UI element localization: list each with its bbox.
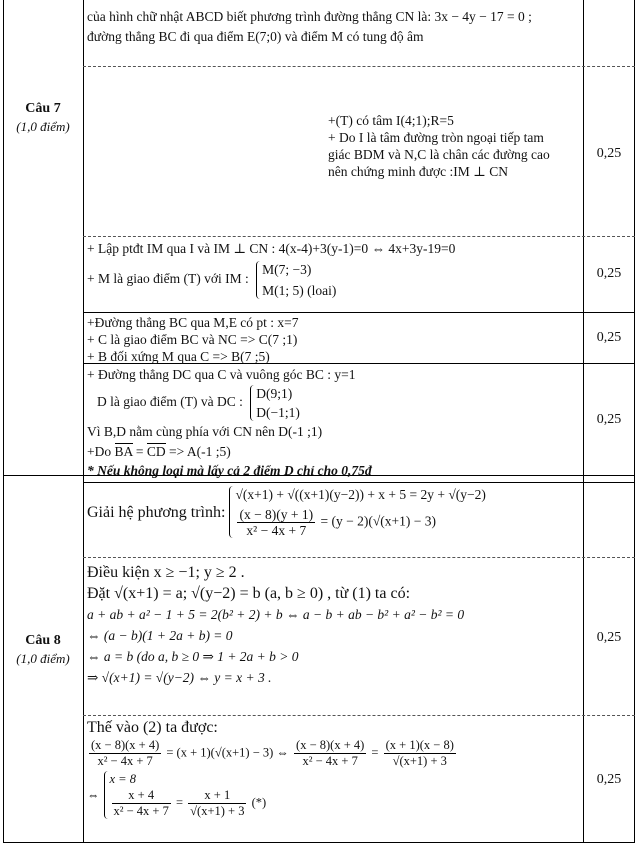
case-item: x = 8 — [109, 772, 136, 786]
numerator: x + 1 — [188, 788, 246, 804]
equation-2 — [235, 507, 485, 538]
fraction — [112, 788, 171, 819]
divider-2 — [83, 236, 635, 237]
numerator: (x − 8)(x + 4) — [91, 738, 160, 752]
case-item: D(9;1) — [256, 386, 293, 401]
denominator: √(x+1) + 3 — [392, 754, 447, 768]
numerator: (x − 8)(y + 1) — [239, 507, 314, 522]
fraction — [188, 788, 246, 819]
q7-step1 — [328, 112, 578, 180]
text-line: đường thẳng BC đi qua điểm E(7;0) và điểm M có tung độ âm — [87, 29, 424, 44]
case-item: D(−1;1) — [256, 405, 300, 420]
text-line: + Do I là tâm đường tròn ngoại tiếp tam — [328, 130, 544, 145]
math-line — [87, 738, 581, 769]
q7-step3 — [87, 314, 581, 365]
score-q7-step2: 0,25 — [596, 266, 622, 281]
denominator: √(x+1) + 3 — [190, 804, 245, 818]
text-fragment: = — [371, 745, 379, 760]
score-q8-step2: 0,25 — [596, 772, 622, 787]
q7-step2 — [87, 240, 581, 299]
case-item — [110, 788, 267, 819]
denominator: x² − 4x + 7 — [302, 754, 358, 768]
equivalence-symbol: ⇔ — [87, 787, 100, 802]
text-line: + Đường thẳng DC qua C và vuông góc BC : y=1 — [87, 367, 356, 382]
text-line: +Đường thẳng BC qua M,E có pt : x=7 — [87, 315, 299, 330]
case-item: M(1; 5) (loai) — [262, 283, 337, 298]
math-line: ⇒ √(x+1) = √(y−2) ⇔ y = x + 3 . — [87, 670, 272, 685]
question-number: Câu 7 — [25, 101, 61, 116]
fraction — [89, 738, 161, 769]
question-number: Câu 8 — [25, 633, 61, 648]
divider-1 — [83, 66, 635, 67]
border-col1 — [83, 0, 84, 843]
score-q7-step4: 0,25 — [596, 412, 622, 427]
border-bottom — [3, 842, 635, 843]
divider-6 — [83, 557, 635, 558]
divider-7 — [83, 715, 635, 716]
text-line: + Lập ptđt IM qua I và IM ⊥ CN : 4(x-4)+3(y-1)=0 ⇔ 4x+3y-19=0 — [87, 241, 456, 256]
equation-1: √(x+1) + √((x+1)(y−2)) + x + 5 = 2y + √(y−2) — [235, 487, 486, 502]
text-fragment: = (x + 1)(√(x+1) − 3) ⇔ — [166, 745, 289, 760]
math-line — [87, 771, 581, 819]
denominator: x² − 4x + 7 — [113, 804, 169, 818]
score-q7-step3: 0,25 — [596, 330, 622, 345]
math-line: a + ab + a² − 1 + 5 = 2(b² + 2) + b ⇔ a − b + ab − b² + a² − b² = 0 — [87, 607, 465, 622]
text-line: Điều kiện x ≥ −1; y ≥ 2 . — [87, 564, 245, 581]
text-line: Vì B,D nằm cùng phía với CN nên D(-1 ;1) — [87, 424, 323, 439]
text-line: + C là giao điểm BC và NC => C(7 ;1) — [87, 332, 298, 347]
prompt-text: Giải hệ phương trình: — [87, 503, 226, 521]
text-line: +(T) có tâm I(4;1);R=5 — [328, 113, 454, 128]
text-fragment: = (y − 2)(√(x+1) − 3) — [320, 513, 437, 529]
text-fragment: +Do — [87, 444, 115, 459]
vector-line — [87, 443, 581, 460]
fraction — [384, 738, 456, 769]
score-q8-step1: 0,25 — [596, 630, 622, 645]
vector-cd: CD — [146, 444, 166, 459]
text-fragment: = — [175, 795, 184, 810]
text-line: + M là giao điểm (T) với IM : — [87, 271, 249, 287]
math-line: ⇔ (a − b)(1 + 2a + b) = 0 — [87, 628, 233, 643]
text-fragment: = — [132, 444, 147, 459]
fraction — [237, 507, 315, 538]
numerator: (x − 8)(x + 4) — [296, 738, 365, 752]
text-line: Thế vào (2) ta được: — [87, 719, 218, 736]
text-line: giác BDM và N,C là chân các đường cao — [328, 147, 550, 162]
text-line: D là giao điểm (T) và DC : — [97, 394, 243, 410]
text-line: của hình chữ nhật ABCD biết phương trình đường thẳng CN là: 3x − 4y − 17 = 0 ; — [87, 9, 532, 24]
answer-table — [3, 0, 635, 843]
divider-3 — [83, 312, 635, 313]
question-points: (1,0 điểm) — [16, 119, 70, 134]
numerator: x + 4 — [112, 788, 171, 804]
system-bracket — [229, 486, 485, 538]
case-bracket — [256, 261, 336, 299]
numerator: (x + 1)(x − 8) — [385, 738, 454, 752]
text-line: nên chứng minh được :IM ⊥ CN — [328, 164, 508, 179]
text-line: + B đối xứng M qua C => B(7 ;5) — [87, 349, 270, 364]
q8-step2 — [87, 719, 581, 819]
case-bracket — [104, 771, 267, 819]
fraction — [294, 738, 366, 769]
denominator: x² − 4x + 7 — [246, 523, 307, 538]
denominator: x² − 4x + 7 — [97, 754, 153, 768]
q8-step1 — [87, 562, 581, 688]
divider-5 — [83, 482, 635, 483]
question-7-label — [3, 100, 83, 136]
equation-tag: (*) — [251, 795, 267, 810]
score-q7-step1: 0,25 — [596, 146, 622, 161]
math-line: ⇔ a = b (do a, b ≥ 0 ⇒ 1 + 2a + b > 0 — [87, 649, 299, 664]
q7-step4 — [87, 366, 581, 479]
q7-intro — [87, 8, 581, 45]
case-bracket — [250, 385, 300, 421]
grading-note: * Nếu không loại mà lấy cả 2 điểm D chỉ cho 0,75đ — [87, 463, 372, 478]
case-item: M(7; −3) — [262, 262, 312, 277]
text-line: Đặt √(x+1) = a; √(y−2) = b (a, b ≥ 0) , từ (1) ta có: — [87, 585, 411, 602]
vector-ba: BA — [114, 444, 133, 459]
question-8-label — [3, 632, 83, 668]
text-fragment: => A(-1 ;5) — [165, 444, 231, 459]
question-points: (1,0 điểm) — [16, 651, 70, 666]
q8-system — [87, 486, 581, 538]
